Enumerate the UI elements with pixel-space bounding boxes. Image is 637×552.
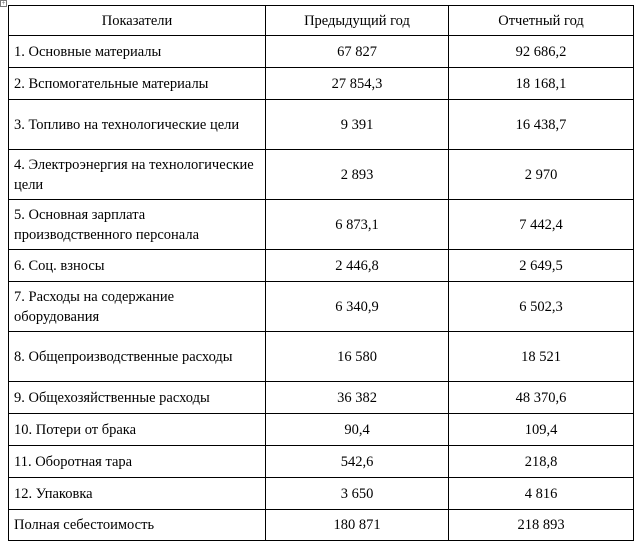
- table-row: [9, 100, 634, 150]
- row-current-value: 6 502,3: [449, 282, 634, 332]
- header-previous-year: Предыдущий год: [266, 6, 449, 36]
- row-name: 12. Упаковка: [9, 478, 266, 510]
- total-current-value: 218 893: [449, 510, 634, 541]
- table-header-row: [9, 6, 634, 36]
- table-row: [9, 382, 634, 414]
- table-row: [9, 68, 634, 100]
- row-previous-value: 90,4: [266, 414, 449, 446]
- row-previous-value: 36 382: [266, 382, 449, 414]
- row-current-value: 7 442,4: [449, 200, 634, 250]
- row-name: 8. Общепроизводственные расходы: [9, 332, 266, 382]
- row-previous-value: 67 827: [266, 36, 449, 68]
- row-name: 10. Потери от брака: [9, 414, 266, 446]
- table-row: [9, 446, 634, 478]
- row-current-value: 4 816: [449, 478, 634, 510]
- row-current-value: 48 370,6: [449, 382, 634, 414]
- cost-table: [8, 5, 634, 541]
- table-row: [9, 414, 634, 446]
- row-name: 7. Расходы на содержание оборудования: [9, 282, 266, 332]
- header-reporting-year: Отчетный год: [449, 6, 634, 36]
- row-name: 5. Основная зарплата производственного персонала: [9, 200, 266, 250]
- total-previous-value: 180 871: [266, 510, 449, 541]
- row-name: 11. Оборотная тара: [9, 446, 266, 478]
- row-current-value: 92 686,2: [449, 36, 634, 68]
- row-previous-value: 542,6: [266, 446, 449, 478]
- table-row: [9, 282, 634, 332]
- row-previous-value: 27 854,3: [266, 68, 449, 100]
- row-name: 2. Вспомогательные материалы: [9, 68, 266, 100]
- row-current-value: 109,4: [449, 414, 634, 446]
- row-previous-value: 16 580: [266, 332, 449, 382]
- table-row: [9, 36, 634, 68]
- table-move-handle-icon[interactable]: +: [1, 0, 6, 7]
- row-current-value: 218,8: [449, 446, 634, 478]
- row-name: 9. Общехозяйственные расходы: [9, 382, 266, 414]
- row-current-value: 16 438,7: [449, 100, 634, 150]
- row-previous-value: 2 446,8: [266, 250, 449, 282]
- row-previous-value: 6 340,9: [266, 282, 449, 332]
- total-name: Полная себестоимость: [9, 510, 266, 541]
- table-row: [9, 150, 634, 200]
- row-current-value: 2 649,5: [449, 250, 634, 282]
- table-row: [9, 250, 634, 282]
- table-row: [9, 478, 634, 510]
- table-row: [9, 332, 634, 382]
- row-previous-value: 9 391: [266, 100, 449, 150]
- row-current-value: 2 970: [449, 150, 634, 200]
- row-previous-value: 6 873,1: [266, 200, 449, 250]
- table-row: [9, 200, 634, 250]
- row-name: 6. Соц. взносы: [9, 250, 266, 282]
- row-name: 3. Топливо на технологические цели: [9, 100, 266, 150]
- row-previous-value: 3 650: [266, 478, 449, 510]
- row-current-value: 18 168,1: [449, 68, 634, 100]
- row-current-value: 18 521: [449, 332, 634, 382]
- row-name: 4. Электроэнергия на технологические цели: [9, 150, 266, 200]
- header-indicator: Показатели: [9, 6, 266, 36]
- row-previous-value: 2 893: [266, 150, 449, 200]
- row-name: 1. Основные материалы: [9, 36, 266, 68]
- table-total-row: [9, 510, 634, 541]
